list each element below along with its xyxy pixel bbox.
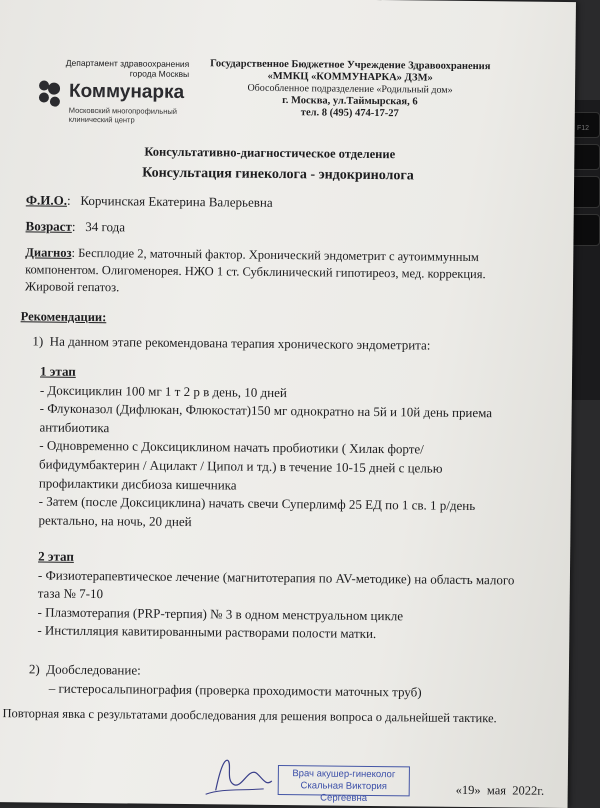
stage-line: антибиотика <box>39 419 110 436</box>
stage-line: - Затем (после Доксициклина) начать свечи Суперлимф 25 ЕД по 1 св. 1 р/день <box>38 493 476 514</box>
diagnosis-text: Бесплодие 2, маточный фактор. Хронический эндометрит с аутоиммунным <box>78 245 479 265</box>
logo-subtitle-line: Московский многопрофильный <box>68 105 178 116</box>
patient-name: Корчинская Екатерина Валерьевна <box>80 192 273 210</box>
department-line: города Москвы <box>129 68 190 80</box>
stage-line: - Физиотерапевтическое лечение (магнитотерапия по AV-методике) на область малого <box>37 567 515 588</box>
stage-2 <box>37 547 514 645</box>
recommendation-item-1 <box>32 333 430 353</box>
patient-age: 34 года <box>85 218 126 235</box>
name-label: Ф.И.О. <box>25 192 68 208</box>
item-subtext: – гистеросальпинография (проверка проходимости маточных труб) <box>48 680 422 700</box>
document-date <box>456 783 545 799</box>
stage-line: профилактики дисбиоза кишечника <box>38 475 237 493</box>
key-label: F12 <box>577 125 590 132</box>
department-line: Департамент здравоохранения <box>65 57 190 70</box>
logo-name: Коммунарка <box>68 80 185 103</box>
item-text: Дообследование: <box>46 661 141 678</box>
date-day: «19» <box>455 782 481 798</box>
institution-line: Государственное Бюджетное Учреждение Здравоохранения <box>210 58 491 73</box>
followup-note: Повторная явка с результатами дообследования для решения вопроса о дальнейшей тактике. <box>2 706 497 726</box>
department-name <box>65 58 189 79</box>
stage-title: 1 этап <box>39 363 76 379</box>
stage-line: таза № 7-10 <box>37 585 104 602</box>
stage-line: - Инстилляция кавитированными растворами полости матки. <box>37 622 377 642</box>
institution-line: «ММКЦ «КОММУНАРКА» ДЗМ» <box>267 70 433 84</box>
consultation-title: Консультация гинеколога - эндокринолога <box>142 165 414 184</box>
recommendation-item-2 <box>29 660 422 701</box>
stage-line: - Одновременно с Доксициклином начать пробиотики ( Хилак форте/ <box>39 437 424 457</box>
stage-line: ректально, на ночь, 20 дней <box>38 512 192 529</box>
date-year: 2022г. <box>512 783 545 798</box>
doctor-stamp <box>278 765 410 804</box>
stage-title: 2 этап <box>38 548 74 564</box>
patient-age-row: Возраст: 34 года <box>25 218 126 235</box>
stage-line: - Плазмотерапия (PRP-терпия) № 3 в одном менструальном цикле <box>37 604 404 624</box>
item-number: 1) <box>32 333 44 349</box>
logo-subtitle-line: клинический центр <box>68 114 135 125</box>
stage-1 <box>38 363 492 535</box>
stamp-line: Скальная Виктория Сергеевна <box>300 780 388 804</box>
item-number: 2) <box>28 661 40 677</box>
recommendations-label: Рекомендации: <box>20 309 107 325</box>
institution-line: Обособленное подразделение «Родильный дом» <box>247 82 453 96</box>
institution-address: г. Москва, ул.Таймырская, 6 <box>282 95 418 108</box>
department-title: Консультативно-диагностическое отделение <box>144 144 396 162</box>
stamp-line: Врач акушер-гинеколог <box>292 768 396 781</box>
stage-line: - Доксициклин 100 мг 1 т 2 р в день, 10 дней <box>39 382 287 400</box>
diagnosis-text: Жировой гепатоз. <box>24 279 120 295</box>
item-text: На данном этапе рекомендована терапия хронического эндометрита: <box>49 333 431 353</box>
diagnosis-label: Диагноз <box>25 245 72 260</box>
diagnosis-text: компонентом. Олигоменорея. НЖО 1 ст. Субклинический гипотиреоз, мед. коррекция. <box>25 262 486 282</box>
institution-header <box>191 58 510 121</box>
logo-subtitle <box>69 106 177 125</box>
date-month: мая <box>486 783 507 798</box>
stage-line: - Флуконазол (Дифлюкан, Флюкостат)150 мг однократно на 5й и 10й день приема <box>39 400 493 421</box>
age-label: Возраст <box>25 218 72 234</box>
kommunarka-logo-icon <box>37 78 65 108</box>
patient-name-row: Ф.И.О.: Корчинская Екатерина Валерьевна <box>25 192 273 210</box>
stage-line: бифидумбактерин / Ацилакт / Ципол и тд.) в течение 10-15 дней с целью <box>39 456 443 476</box>
diagnosis-block: Диагноз: Бесплодие 2, маточный фактор. Хронический эндометрит с аутоиммунным компонентом. Олигоменорея. НЖО 1 ст. Субклинический гипотиреоз, мед. коррекция. Жировой гепатоз. <box>25 244 486 300</box>
signature-icon <box>186 750 276 797</box>
institution-phone: тел. 8 (495) 474-17-27 <box>300 107 399 120</box>
